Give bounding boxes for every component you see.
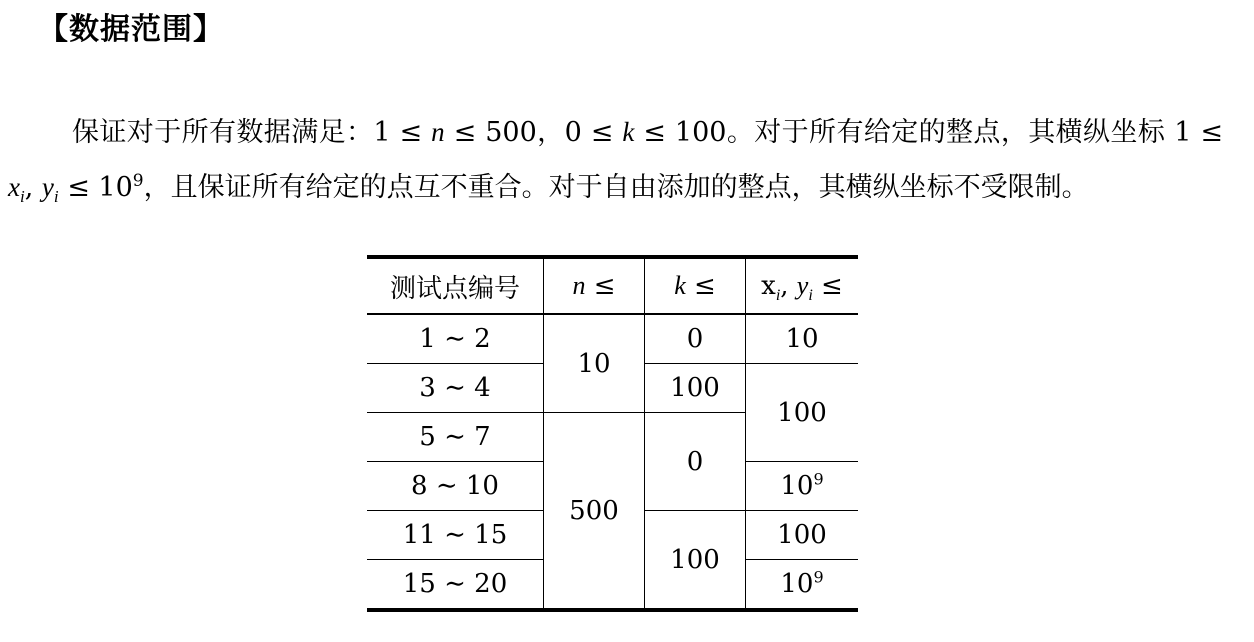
xy-cell: 10: [746, 314, 859, 364]
table-header-row: [367, 257, 858, 314]
n-cell: 500: [544, 413, 645, 611]
k-cell: 100: [645, 511, 746, 611]
k-cell: 0: [645, 314, 746, 364]
k-cell: 0: [645, 413, 746, 511]
range-cell: 15 ∼ 20: [367, 560, 544, 611]
range-cell: 5 ∼ 7: [367, 413, 544, 462]
header-xy: $x_i$, $y_i$ ≤: [746, 257, 859, 314]
n-cell: 10: [544, 314, 645, 413]
xy-cell: 100: [746, 364, 859, 462]
data-range-table: [367, 255, 858, 612]
xy-cell: $10^9$: [746, 462, 859, 511]
range-cell: 11 ∼ 15: [367, 511, 544, 560]
range-cell: 8 ∼ 10: [367, 462, 544, 511]
constraints-paragraph: 保证对于所有数据满足：1 ≤ n ≤ 500，0 ≤ k ≤ 100。对于所有给定的整点，其横纵坐标 $1 \le x_i$, $y_i \le 10^9$，且保证所有给定的点互不重合。对于自由添加的整点，其横纵坐标不受限制。: [8, 117, 1223, 207]
table-row: [367, 314, 858, 364]
k-cell: 100: [645, 364, 746, 413]
range-cell: 1 ∼ 2: [367, 314, 544, 364]
xy-cell: $10^9$: [746, 560, 859, 611]
range-cell: 3 ∼ 4: [367, 364, 544, 413]
header-n: n ≤: [544, 257, 645, 314]
header-test-id: 测试点编号: [367, 257, 544, 314]
header-k: k ≤: [645, 257, 746, 314]
xy-cell: 100: [746, 511, 859, 560]
section-title: 【数据范围】: [38, 12, 224, 47]
